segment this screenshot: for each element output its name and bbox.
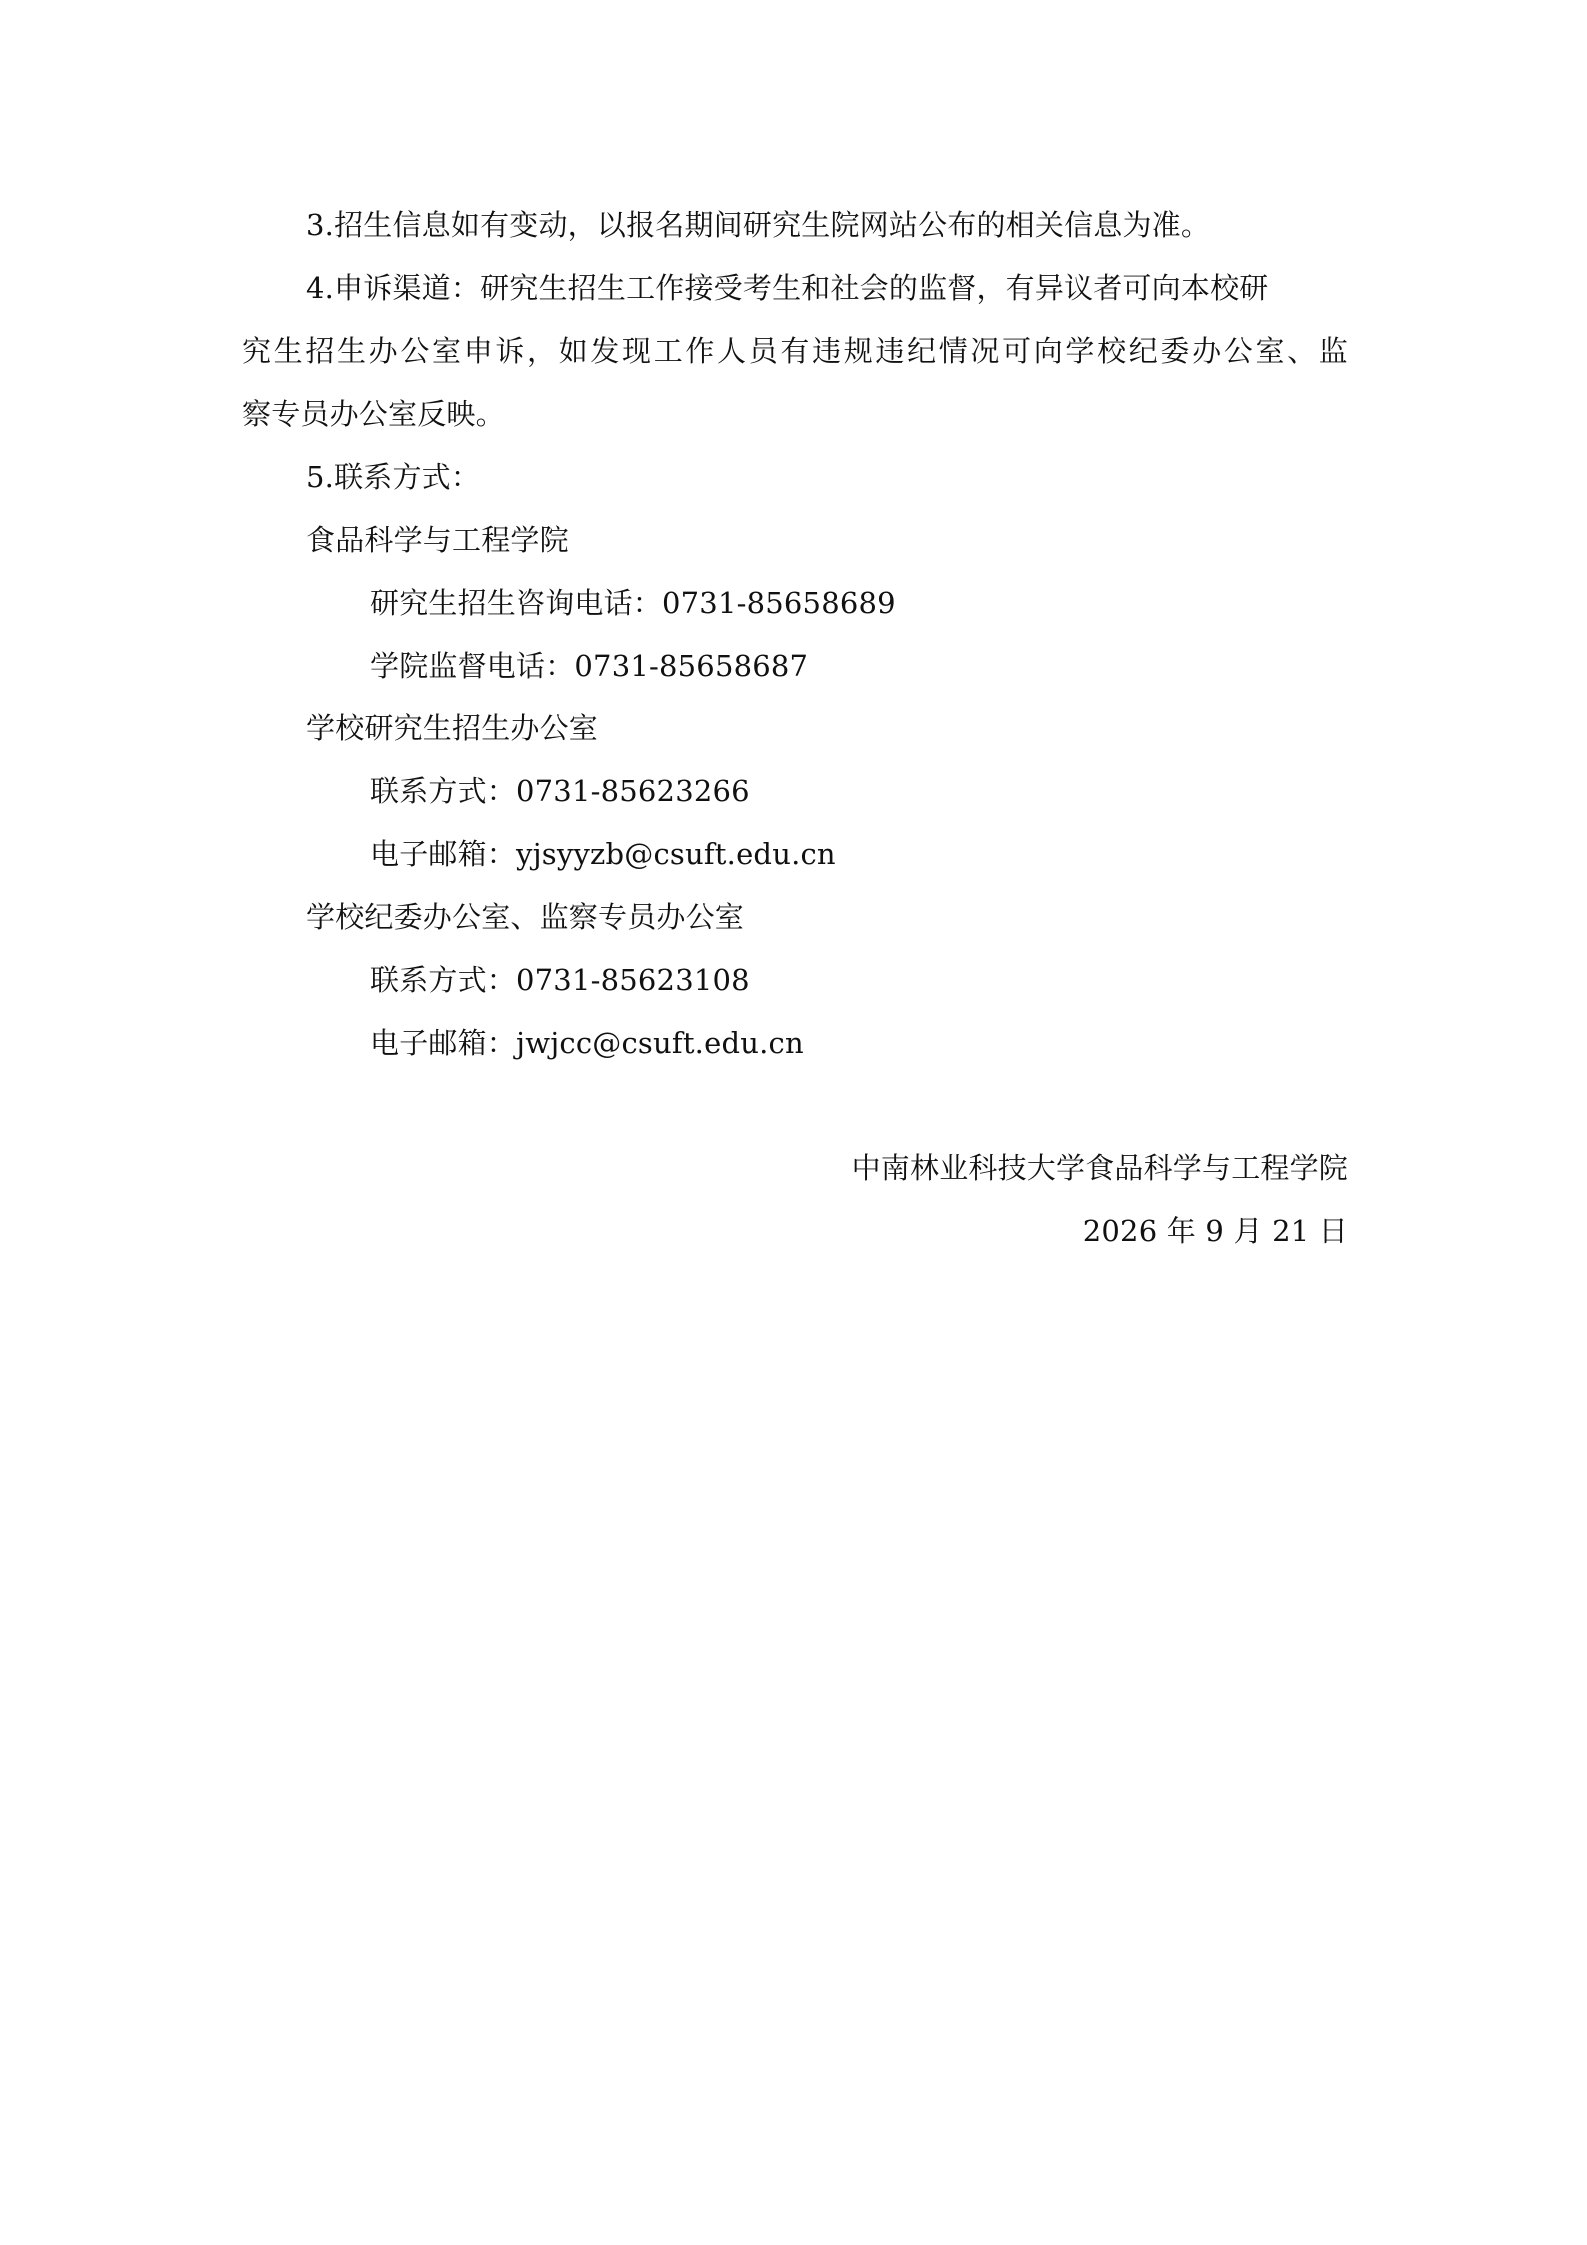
issuer-signature: 中南林业科技大学食品科学与工程学院 [851,1151,1348,1185]
discipline-office: 学校纪委办公室、监察专员办公室 [306,900,745,934]
paragraph-item-5: 5.联系方式： [306,460,481,494]
school-admissions-phone: 联系方式：0731-85623266 [370,774,750,808]
discipline-phone: 联系方式：0731-85623108 [370,963,750,997]
school-admissions-email: 电子邮箱：yjsyyzb@csuft.edu.cn [370,837,836,871]
paragraph-item-4-line-2: 究生招生办公室申诉，如发现工作人员有违规违纪情况可向学校纪委办公室、监 [242,334,1348,368]
paragraph-item-4-line-3: 察专员办公室反映。 [242,397,505,431]
paragraph-item-3: 3.招生信息如有变动，以报名期间研究生院网站公布的相关信息为准。 [306,208,1211,242]
discipline-email: 电子邮箱：jwjcc@csuft.edu.cn [370,1026,804,1060]
college-name: 食品科学与工程学院 [306,523,569,557]
document-date: 2026 年 9 月 21 日 [1082,1214,1348,1248]
college-supervision-phone: 学院监督电话：0731-85658687 [370,649,809,683]
school-admissions-office: 学校研究生招生办公室 [306,711,599,745]
paragraph-item-4-line-1: 4.申诉渠道：研究生招生工作接受考生和社会的监督，有异议者可向本校研 [306,271,1269,305]
college-admissions-phone: 研究生招生咨询电话：0731-85658689 [370,586,896,620]
